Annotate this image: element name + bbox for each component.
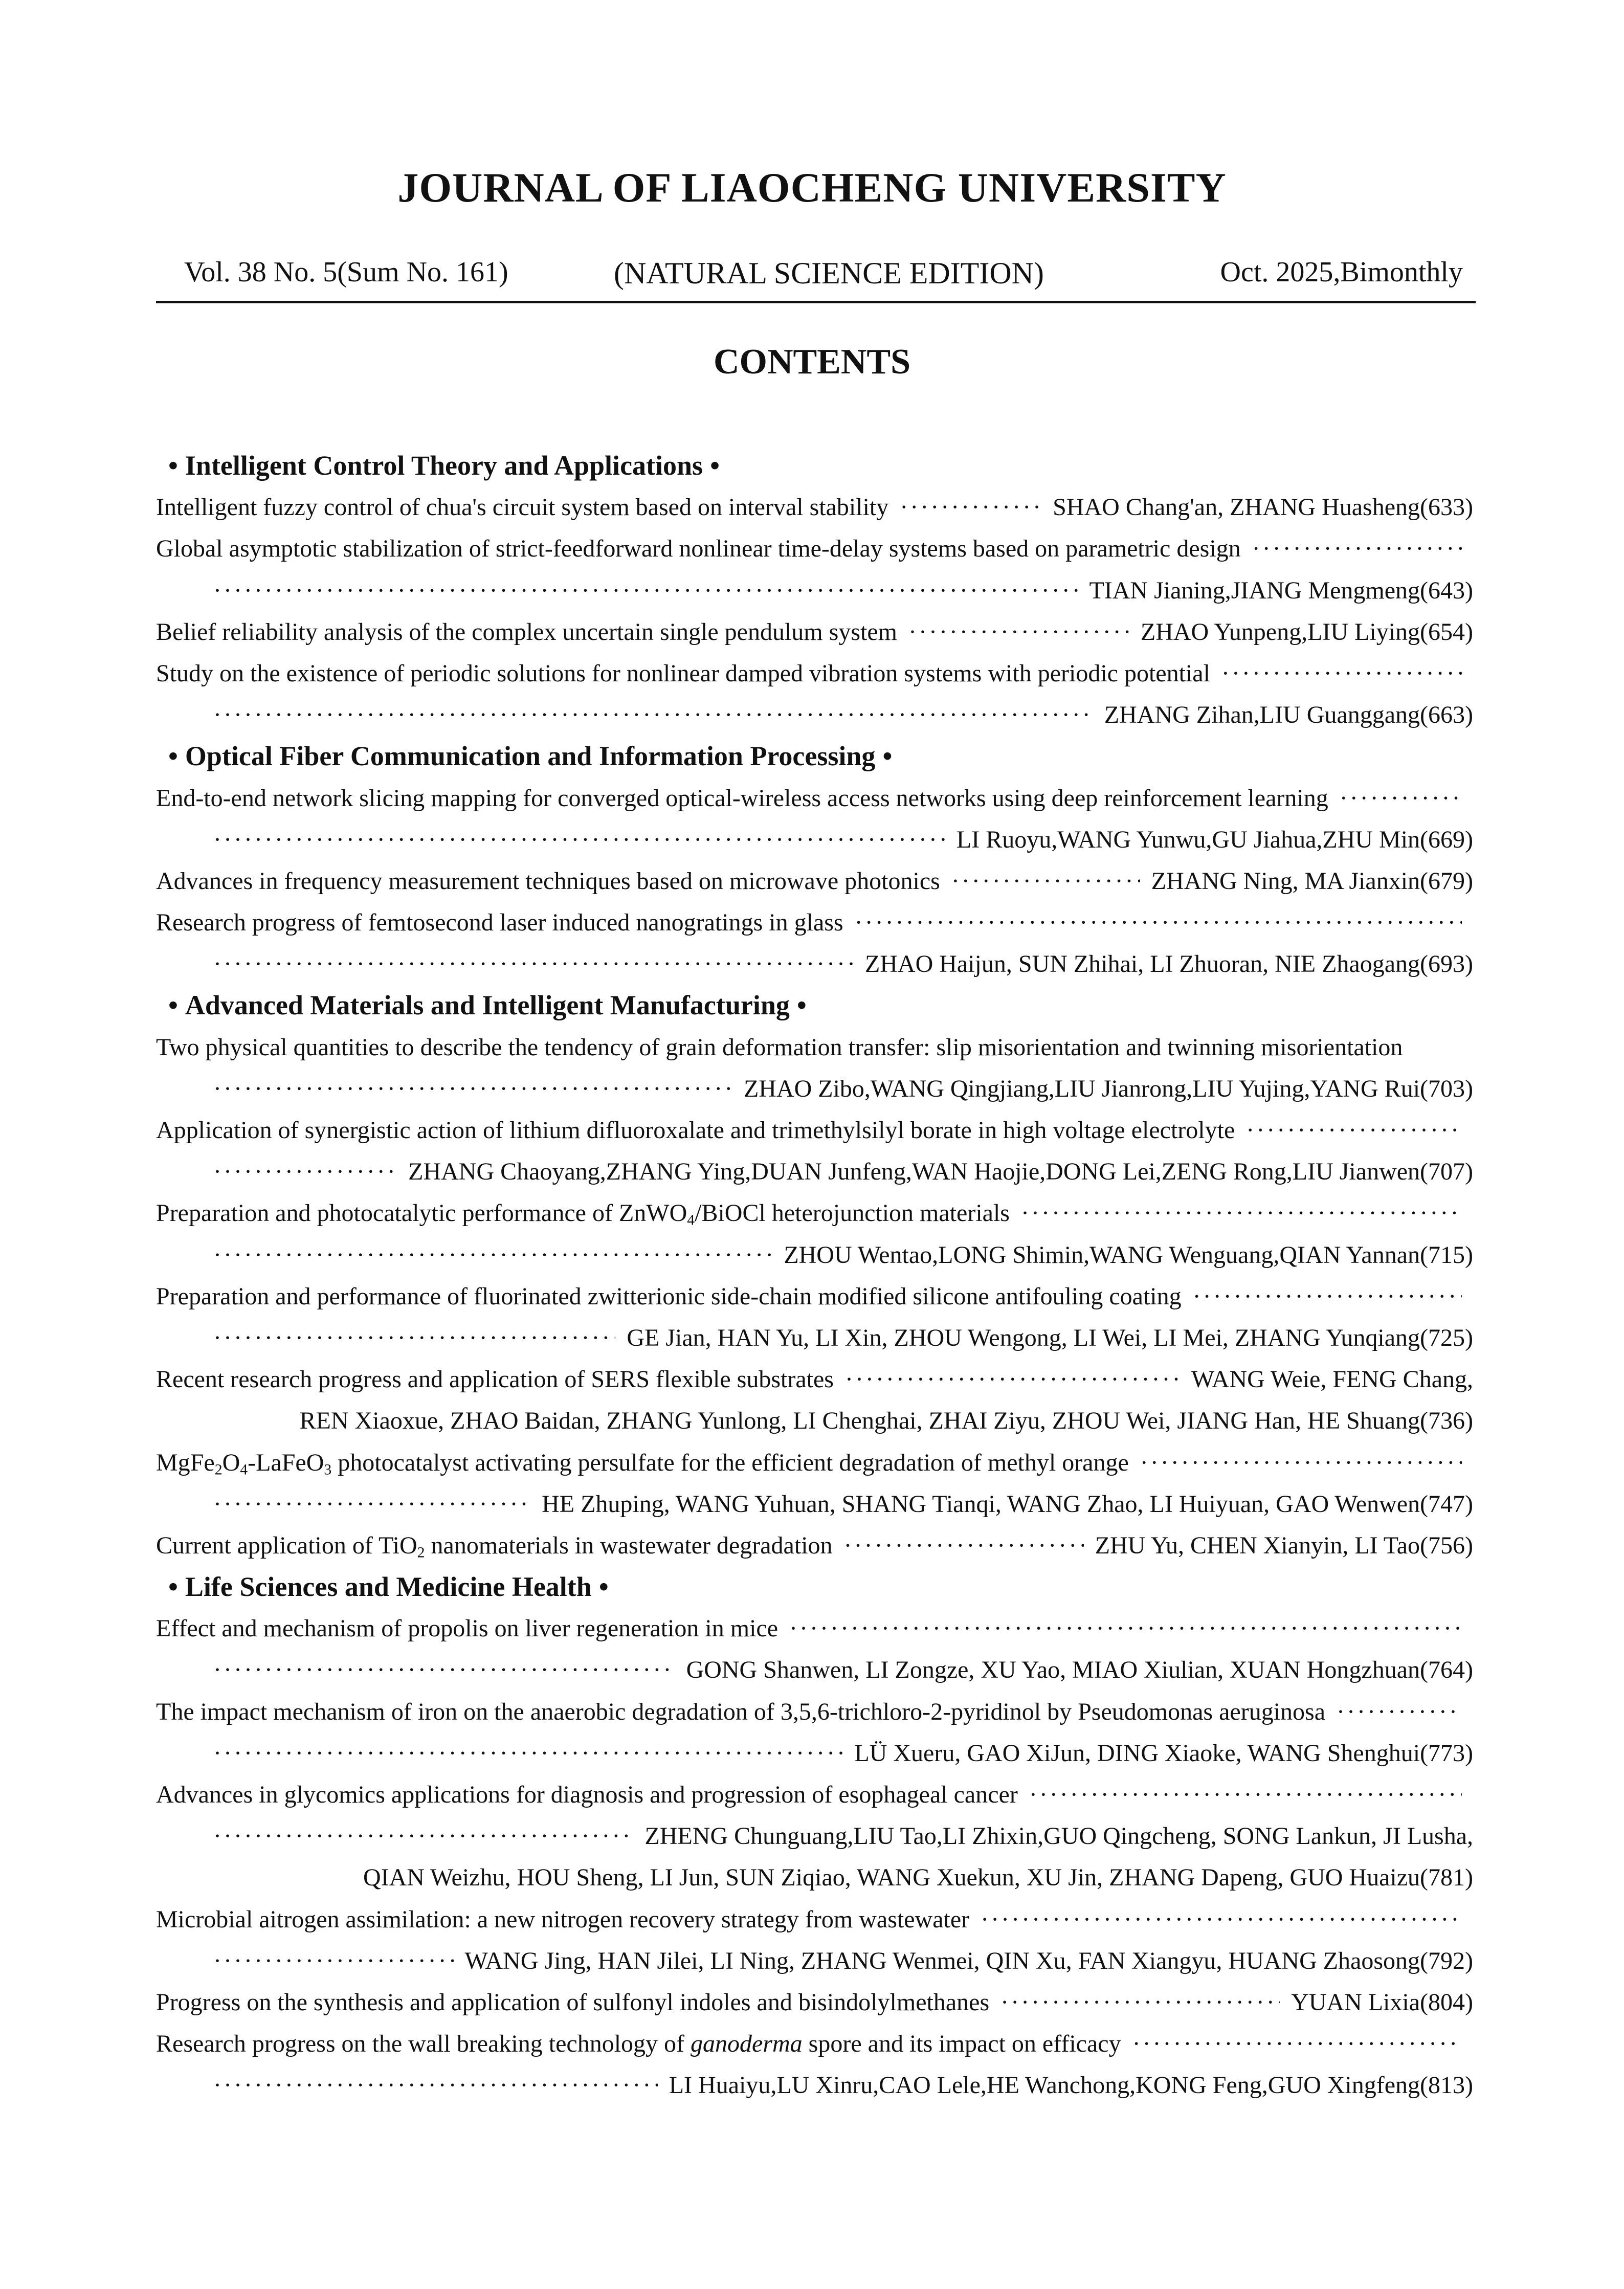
article-title: Research progress on the wall breaking technology of ganoderma spore and its impact on efficacy — [156, 2030, 1121, 2058]
leader-dots — [213, 1151, 397, 1192]
leader-dots — [1000, 1982, 1280, 2023]
leader-dots — [213, 1649, 675, 1691]
contents-heading: CONTENTS — [713, 342, 911, 382]
leader-dots — [845, 1359, 1180, 1400]
toc-entry-continued — [156, 2064, 1473, 2106]
issue-date: Oct. 2025,Bimonthly — [1220, 256, 1463, 288]
leader-dots — [1140, 1442, 1462, 1483]
leader-dots — [213, 943, 854, 985]
leader-dots — [213, 1815, 633, 1857]
leader-dots — [900, 486, 1041, 528]
toc-entry-continued — [156, 1068, 1473, 1109]
leader-dots — [213, 2064, 658, 2106]
toc-entry[interactable] — [156, 1899, 1473, 1940]
toc-entry[interactable] — [156, 528, 1473, 569]
section-heading: • Intelligent Control Theory and Applications • — [168, 450, 720, 481]
leader-dots — [213, 694, 1093, 736]
article-title: Progress on the synthesis and application of sulfonyl indoles and bisindolylmethanes — [156, 1988, 990, 2016]
header-rule — [156, 301, 1476, 303]
toc-entry-continued — [156, 1732, 1473, 1774]
article-authors: ZHANG Zihan,LIU Guanggang(663) — [1104, 701, 1473, 729]
article-authors: LI Ruoyu,WANG Yunwu,GU Jiahua,ZHU Min(669) — [956, 826, 1473, 853]
section-heading: • Optical Fiber Communication and Information Processing • — [168, 741, 893, 772]
toc-entry[interactable] — [156, 1276, 1473, 1317]
toc-entry[interactable] — [156, 1027, 1473, 1068]
leader-dots — [844, 1525, 1084, 1566]
article-authors: ZHAO Zibo,WANG Qingjiang,LIU Jianrong,LIU Yujing,YANG Rui(703) — [743, 1075, 1473, 1102]
section-heading: • Advanced Materials and Intelligent Manufacturing • — [168, 990, 807, 1021]
toc-entry-continued — [156, 943, 1473, 985]
toc-entry[interactable] — [156, 611, 1473, 653]
toc-entry[interactable] — [156, 2023, 1473, 2064]
leader-dots — [1132, 2023, 1462, 2064]
article-authors: LÜ Xueru, GAO XiJun, DING Xiaoke, WANG Shenghui(773) — [854, 1739, 1473, 1767]
article-title: Recent research progress and application of SERS flexible substrates — [156, 1366, 834, 1393]
article-authors: GE Jian, HAN Yu, LI Xin, ZHOU Wengong, LI Wei, LI Mei, ZHANG Yunqiang(725) — [627, 1324, 1473, 1351]
article-authors: WANG Weie, FENG Chang, — [1191, 1366, 1473, 1393]
toc-entry[interactable] — [156, 1774, 1473, 1815]
toc-entry[interactable] — [156, 1359, 1473, 1400]
article-title: Effect and mechanism of propolis on liver regeneration in mice — [156, 1615, 778, 1642]
journal-title: JOURNAL OF LIAOCHENG UNIVERSITY — [397, 164, 1227, 211]
issue-info-row — [179, 256, 1468, 302]
article-title: Current application of TiO$_2$ nanomaterials in wastewater degradation — [156, 1531, 833, 1561]
article-authors: ZHOU Wentao,LONG Shimin,WANG Wenguang,QIAN Yannan(715) — [784, 1241, 1473, 1269]
toc-entry[interactable] — [156, 653, 1473, 694]
toc-entry-continued — [156, 1940, 1473, 1982]
article-authors: ZHAO Haijun, SUN Zhihai, LI Zhuoran, NIE Zhaogang(693) — [864, 950, 1473, 978]
toc-entry-continued — [156, 1317, 1473, 1359]
leader-dots — [213, 1483, 530, 1525]
article-title: End-to-end network slicing mapping for converged optical-wireless access networks using deep reinforcement learning — [156, 784, 1328, 812]
leader-dots — [213, 1234, 772, 1276]
toc-entry-continued — [156, 1857, 1473, 1898]
article-title: Global asymptotic stabilization of strict-feedforward nonlinear time-delay systems based on parametric design — [156, 535, 1241, 563]
article-title: Intelligent fuzzy control of chua's circuit system based on interval stability — [156, 494, 889, 521]
toc-entry[interactable] — [156, 902, 1473, 943]
toc-entry-continued — [156, 1234, 1473, 1276]
leader-dots — [1193, 1276, 1462, 1317]
leader-dots — [1246, 1109, 1462, 1151]
toc-entry-continued — [156, 1815, 1473, 1857]
article-authors: TIAN Jianing,JIANG Mengmeng(643) — [1089, 576, 1473, 604]
article-authors: SHAO Chang'an, ZHANG Huasheng(633) — [1053, 494, 1473, 521]
article-title: Preparation and performance of fluorinated zwitterionic side-chain modified silicone antifouling coating — [156, 1282, 1182, 1310]
article-title: Two physical quantities to describe the tendency of grain deformation transfer: slip misorientation and twinning misorientation — [156, 1033, 1403, 1061]
toc-entry[interactable] — [156, 1525, 1473, 1566]
leader-dots — [1252, 528, 1462, 569]
toc-entry[interactable] — [156, 860, 1473, 902]
article-authors: ZHENG Chunguang,LIU Tao,LI Zhixin,GUO Qingcheng, SONG Lankun, JI Lusha, — [644, 1823, 1473, 1850]
toc-entry[interactable] — [156, 1982, 1473, 2023]
article-title: Microbial aitrogen assimilation: a new nitrogen recovery strategy from wastewater — [156, 1905, 970, 1933]
leader-dots — [951, 860, 1140, 902]
toc-entry-continued — [156, 1483, 1473, 1525]
leader-dots — [1337, 1691, 1462, 1732]
leader-dots — [213, 570, 1078, 611]
article-title: Belief reliability analysis of the complex uncertain single pendulum system — [156, 618, 897, 646]
article-title: Advances in frequency measurement techniques based on microwave photonics — [156, 867, 940, 895]
leader-dots — [213, 1068, 732, 1109]
leader-dots — [855, 902, 1462, 943]
toc-entry[interactable] — [156, 1608, 1473, 1649]
leader-dots — [789, 1608, 1462, 1649]
leader-dots — [1340, 777, 1462, 819]
toc-entry[interactable] — [156, 1442, 1473, 1483]
article-title: Preparation and photocatalytic performance of ZnWO$_4$/BiOCl heterojunction materials — [156, 1199, 1010, 1229]
article-authors: GONG Shanwen, LI Zongze, XU Yao, MIAO Xiulian, XUAN Hongzhuan(764) — [686, 1656, 1473, 1684]
volume-issue: Vol. 38 No. 5(Sum No. 161) — [184, 256, 508, 288]
article-title: $MgFe_2O_4-LaFeO_3$ photocatalyst activating persulfate for the efficient degradation of methyl orange — [156, 1449, 1129, 1478]
article-authors: YUAN Lixia(804) — [1291, 1988, 1473, 2016]
article-title: Research progress of femtosecond laser induced nanogratings in glass — [156, 909, 843, 937]
toc-entry[interactable] — [156, 1691, 1473, 1732]
article-title: The impact mechanism of iron on the anaerobic degradation of 3,5,6-trichloro-2-pyridinol by Pseudomonas aeruginosa — [156, 1698, 1326, 1725]
article-authors: ZHANG Ning, MA Jianxin(679) — [1151, 867, 1473, 895]
article-authors: QIAN Weizhu, HOU Sheng, LI Jun, SUN Ziqiao, WANG Xuekun, XU Jin, ZHANG Dapeng, GUO Huaizu(781) — [363, 1864, 1473, 1892]
article-authors: ZHAO Yunpeng,LIU Liying(654) — [1140, 618, 1473, 646]
leader-dots — [213, 819, 945, 860]
toc-entry[interactable] — [156, 1109, 1473, 1151]
article-title: Advances in glycomics applications for diagnosis and progression of esophageal cancer — [156, 1781, 1018, 1808]
article-authors: ZHANG Chaoyang,ZHANG Ying,DUAN Junfeng,WAN Haojie,DONG Lei,ZENG Rong,LIU Jianwen(707) — [408, 1158, 1473, 1186]
leader-dots — [1029, 1774, 1462, 1815]
article-authors: ZHU Yu, CHEN Xianyin, LI Tao(756) — [1095, 1531, 1473, 1559]
article-authors: REN Xiaoxue, ZHAO Baidan, ZHANG Yunlong, LI Chenghai, ZHAI Ziyu, ZHOU Wei, JIANG Han, HE Shuang(736) — [299, 1407, 1473, 1435]
toc-entry[interactable] — [156, 1192, 1473, 1234]
toc-entry-continued — [156, 1649, 1473, 1691]
leader-dots — [1221, 653, 1462, 694]
toc-entry-continued — [156, 694, 1473, 736]
article-title: Application of synergistic action of lithium difluoroxalate and trimethylsilyl borate in high voltage electrolyte — [156, 1117, 1235, 1144]
leader-dots — [213, 1317, 615, 1359]
toc-entry-continued — [156, 570, 1473, 611]
edition: (NATURAL SCIENCE EDITION) — [614, 256, 1044, 290]
table-of-contents — [156, 445, 1473, 2106]
leader-dots — [1021, 1192, 1462, 1234]
toc-entry[interactable] — [156, 777, 1473, 819]
section-heading: • Life Sciences and Medicine Health • — [168, 1571, 609, 1603]
leader-dots — [981, 1899, 1462, 1940]
leader-dots — [213, 1732, 843, 1774]
toc-entry[interactable] — [156, 486, 1473, 528]
toc-entry-continued — [156, 1151, 1473, 1192]
leader-dots — [213, 1940, 454, 1982]
article-authors: WANG Jing, HAN Jilei, LI Ning, ZHANG Wenmei, QIN Xu, FAN Xiangyu, HUANG Zhaosong(792) — [464, 1947, 1473, 1974]
article-title: Study on the existence of periodic solutions for nonlinear damped vibration systems with periodic potential — [156, 659, 1210, 687]
toc-entry-continued — [156, 1400, 1473, 1441]
article-authors: HE Zhuping, WANG Yuhuan, SHANG Tianqi, WANG Zhao, LI Huiyuan, GAO Wenwen(747) — [542, 1490, 1473, 1518]
leader-dots — [908, 611, 1129, 653]
article-authors: LI Huaiyu,LU Xinru,CAO Lele,HE Wanchong,KONG Feng,GUO Xingfeng(813) — [669, 2072, 1473, 2099]
toc-entry-continued — [156, 819, 1473, 860]
